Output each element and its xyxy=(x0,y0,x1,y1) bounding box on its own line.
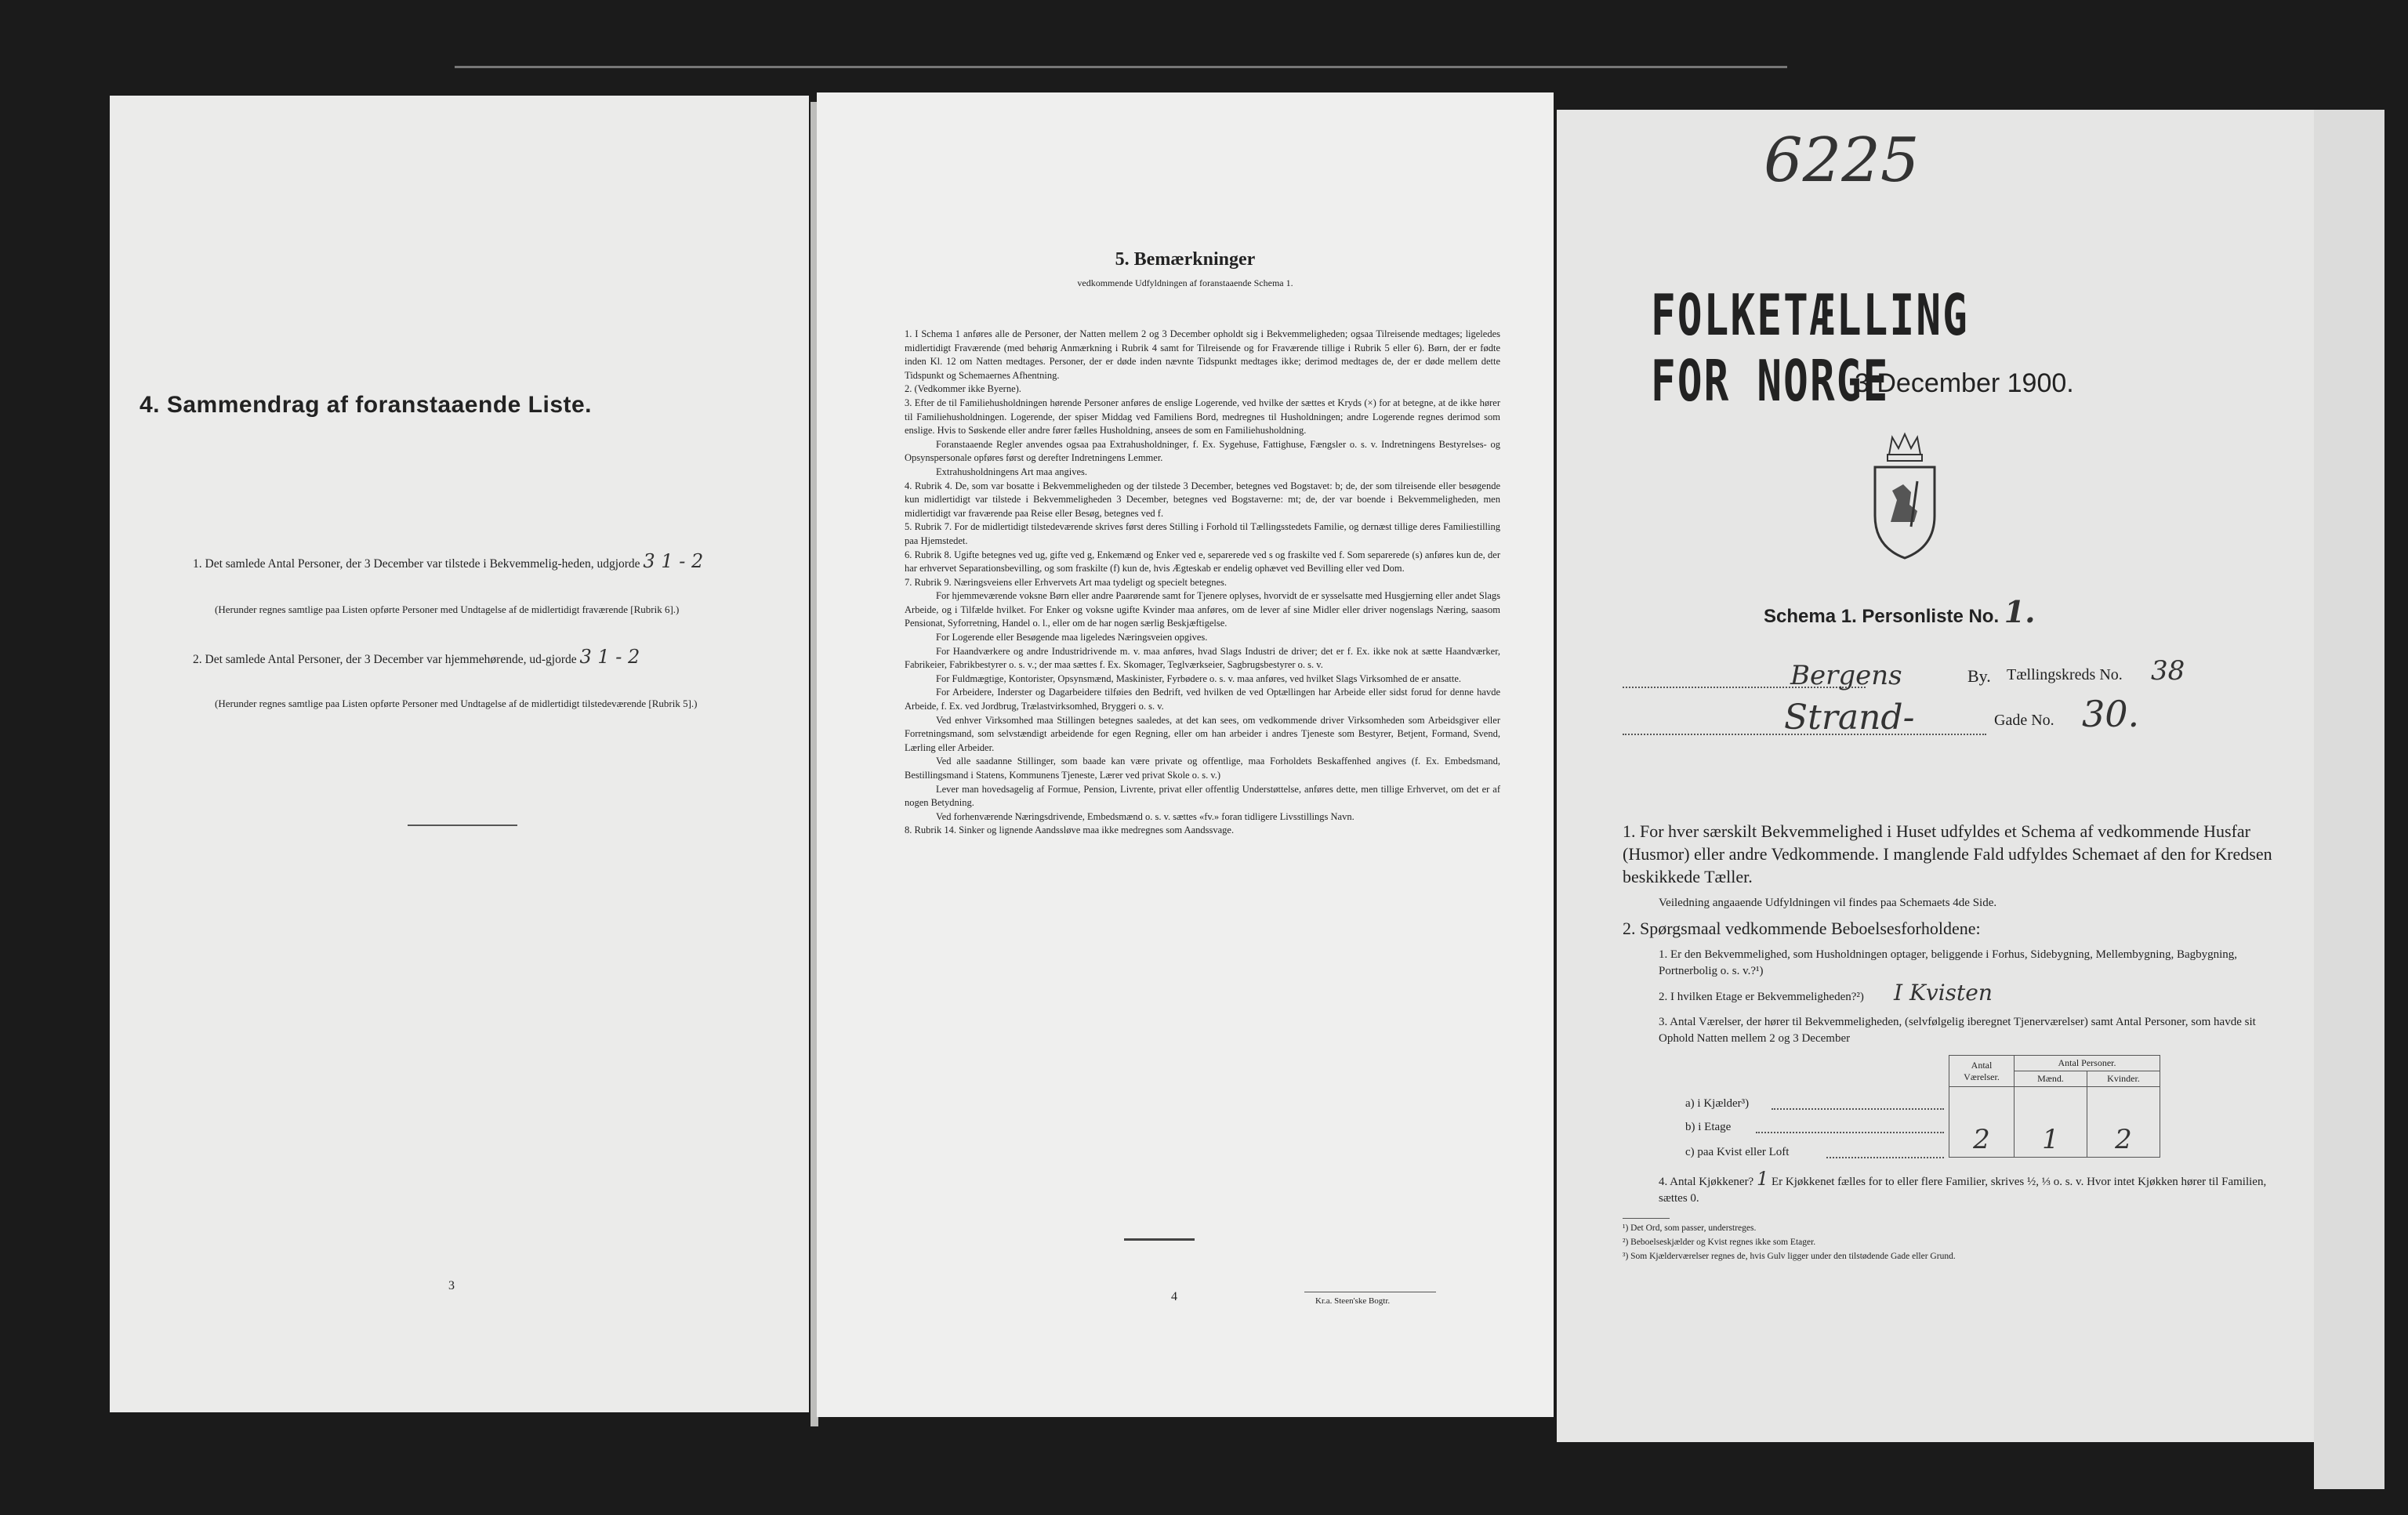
remarks-heading: 5. Bemærkninger xyxy=(1115,249,1256,270)
census-date: 3 December 1900. xyxy=(1855,368,2074,398)
summary-item-1 xyxy=(193,552,757,574)
gade-label: Gade No. xyxy=(1994,712,2054,729)
by-label: By. xyxy=(1967,666,1991,686)
schema-label xyxy=(1764,594,2035,629)
rooms-count-handwriting: 2 xyxy=(1949,1087,2015,1158)
page-4 xyxy=(817,92,1554,1417)
page-number-left: 3 xyxy=(448,1279,455,1292)
divider xyxy=(408,825,517,826)
instruction-1-note: Veiledning angaaende Udfyldningen vil findes paa Schemaets 4de Side. xyxy=(1659,897,1997,909)
page-3 xyxy=(110,96,809,1412)
remark-3b: Foranstaaende Regler anvendes ogsaa paa Extrahusholdninger, f. Ex. Sygehuse, Fattighuse, Fængsler o. s. v. Indretningens Bestyrelses- og Opsynspersonale opføres først og derefter Indretningens Lemmer. xyxy=(905,438,1500,464)
district-number-handwriting: 38 xyxy=(2151,655,2185,687)
page-edge xyxy=(2314,110,2384,1489)
street-handwriting: Strand- xyxy=(1784,698,1915,738)
remark-4: 4. Rubrik 4. De, som var bosatte i Bekvemmeligheden og der tilstede 3 December, betegnes ved Bogstavet: b; de, der som tilreisende eller besøgende kun midlertidigt var tilstede i Bekvemmeligheden 3 December, betegnes ved Bogstaverne: mt; de, der var boende i Bekvemmeligheden, men midlertidigt var fraværende paa Reise eller Besøg, betegnes ved f. xyxy=(905,480,1500,519)
remark-2: 2. (Vedkommer ikke Byerne). xyxy=(905,383,1021,395)
coat-of-arms-icon xyxy=(1866,429,1944,561)
city-handwriting: Bergens xyxy=(1790,660,1902,691)
men-count-handwriting: 1 xyxy=(2015,1087,2087,1158)
question-2-handwriting: I Kvisten xyxy=(1894,980,1993,1006)
question-3: 3. Antal Værelser, der hører til Bekvemmeligheden, (selvfølgelig iberegnet Tjenerværelser) samt Antal Personer, som havde sit Ophold Natten mellem 2 og 3 December xyxy=(1659,1016,2256,1045)
remark-7h: Lever man hovedsagelig af Formue, Pension, Livrente, privat eller offentlig Understøttelse, anføres dette, men tillige Erhvervet, om det er af nogen Betydning. xyxy=(905,783,1500,809)
summary-heading: 4. Sammendrag af foranstaaende Liste. xyxy=(140,392,593,418)
remark-7a: For hjemmeværende voksne Børn eller andre Paarørende samt for Tjenere oplyses, hvorvidt de er sysselsatte med Husgjerning eller andet Slags Arbeide, og i Tilfælde hvilket. For Enker og voksne ugifte Kvinder maa anføres, om de lever af sine Midler eller driver nogenslags Næring, saasom Pensionat, Syforretning, Handel o. l., eller om de har nogen særlig Beskjæftigelse. xyxy=(905,590,1500,629)
gade-number-handwriting: 30. xyxy=(2082,693,2140,735)
remark-7c: For Haandværkere og andre Industridrivende m. v. maa anføres, hvad Slags Industri de driver; det er f. Ex. ikke nok at sætte Haandværker, Fabrikeier, Fabrikbestyrer o. s. v.; der maa sættes f. Ex. Skomager, Teglværkseier, Sagbrugsbestyrer o. s. v. xyxy=(905,645,1500,671)
divider xyxy=(1124,1238,1195,1241)
question-4 xyxy=(1659,1168,2294,1207)
census-title: FOLKETÆLLING FOR NORGE xyxy=(1651,282,1970,414)
header-men: Mænd. xyxy=(2015,1071,2087,1087)
personliste-number-handwriting: 1. xyxy=(2004,594,2036,629)
remark-7b: For Logerende eller Besøgende maa ligeledes Næringsveien opgives. xyxy=(936,632,1208,643)
question-4-note: Er Kjøkkenet fælles for to eller flere Familier, skrives ½, ⅓ o. s. v. Hvor intet Kjøkken hører til Familien, sættes 0. xyxy=(1659,1176,2267,1205)
question-1: 1. Er den Bekvemmelighed, som Husholdningen optager, beliggende i Forhus, Sidebygning, Mellembygning, Bagbygning, Portnerbolig o. s. v.?¹) xyxy=(1659,948,2238,977)
row-attic: c) paa Kvist eller Loft xyxy=(1685,1146,1790,1158)
header-persons: Antal Personer. xyxy=(2015,1056,2160,1071)
row-floor-dots xyxy=(1756,1132,1944,1133)
remark-7e: For Arbeidere, Inderster og Dagarbeidere tilføies den Bedrift, ved hvilken de ved Optællingen har Arbeide eller sidst forud for denne havde Arbeide, f. Ex. ved Jordbrug, Trælastvirksomhed, Bryggeri o. s. v. xyxy=(905,687,1500,712)
row-attic-dots xyxy=(1826,1157,1944,1158)
summary-item-2-handwriting: 3 1 - 2 xyxy=(579,646,640,668)
remark-6: 6. Rubrik 8. Ugifte betegnes ved ug, gifte ved g, Enkemænd og Enker ved e, separerede ved s og fraskilte ved f. Som separerede (s) anføres kun de, der har erhvervet Separationsbevilling, og som fraskilte (f) kun de, hvis Ægteskab er endelig ophævet ved Bevilling eller ved Dom. xyxy=(905,549,1500,574)
summary-item-2 xyxy=(193,647,757,669)
header-women: Kvinder. xyxy=(2087,1071,2160,1087)
remarks-subheading: vedkommende Udfyldningen af foranstaaende Schema 1. xyxy=(1077,277,1293,288)
remark-7f: Ved enhver Virksomhed maa Stillingen betegnes saaledes, at det kan sees, om vedkommende driver Virksomheden som Arbeidsgiver eller Forretningsmand, som selvstændigt arbeidende for egen Regning, eller om han arbeider i andres Tjeneste som Bestyrer, Betjent, Formand, Svend, Lærling eller Arbeider. xyxy=(905,714,1500,753)
district-label: Tællingskreds No. xyxy=(2007,666,2123,683)
remark-3c: Extrahusholdningens Art maa angives. xyxy=(936,466,1088,477)
instruction-1: 1. For hver særskilt Bekvemmelighed i Huset udfyldes et Schema af vedkommende Husfar (Husmor) eller andre Vedkommende. I manglende Fald udfyldes Schemaet af den for Kredsen beskikkede Tæller. xyxy=(1623,821,2272,886)
remarks-list xyxy=(905,328,1500,838)
page-number-middle: 4 xyxy=(1171,1290,1177,1303)
summary-item-2-text: 2. Det samlede Antal Personer, der 3 December var hjemmehørende, ud-gjorde xyxy=(193,653,577,666)
row-cellar-dots xyxy=(1772,1108,1944,1110)
header-rooms: Antal Værelser. xyxy=(1949,1056,2015,1087)
summary-item-2-note: (Herunder regnes samtlige paa Listen opførte Personer med Undtagelse af de midlertidigt tilstedeværende [Rubrik 5].) xyxy=(215,698,698,709)
footnote-3: ³) Som Kjælderværelser regnes de, hvis Gulv ligger under den tilstødende Gade eller Grund. xyxy=(1623,1252,1956,1261)
question-4-text: 4. Antal Kjøkkener? xyxy=(1659,1176,1754,1188)
remark-7d: For Fuldmægtige, Kontorister, Opsynsmænd, Maskinister, Fyrbødere o. s. v. maa anføres, ved hvilket Slags Virksomhed de er ansatte. xyxy=(936,672,1462,684)
rooms-persons-table xyxy=(1949,1055,2160,1158)
scanner-edge-line xyxy=(455,66,1787,68)
question-2: 2. I hvilken Etage er Bekvemmeligheden?²) xyxy=(1659,991,1864,1003)
remark-8: 8. Rubrik 14. Sinker og lignende Aandssløve maa ikke medregnes som Aandssvage. xyxy=(905,825,1235,836)
remark-1: 1. I Schema 1 anføres alle de Personer, der Natten mellem 2 og 3 December opholdt sig i Bekvemmeligheden; ogsaa Tilreisende medtages; ligeledes midlertidigt Fraværende (med behørig Anmærkning i Rubrik 4 samt for Tilreisende og for Fraværende tillige i Rubrik 5 eller 6). Børn, der er fødte inden Kl. 12 om Natten medtages. Personer, der er døde inden nævnte Tidspunkt medtages ikke; derimod medtages de, der er døde mellem dette Tidspunkt og Schemaernes Afhentning. xyxy=(905,328,1500,381)
remark-7g: Ved alle saadanne Stillinger, som baade kan være private og offentlige, maa Forholdets Beskaffenhed angives (f. Ex. Embedsmand, Bestillingsmand i Statens, Kommunens Tjeneste, Lærer ved privat Skole o. s. v.) xyxy=(905,756,1500,781)
row-floor: b) i Etage xyxy=(1685,1121,1732,1133)
summary-item-1-note: (Herunder regnes samtlige paa Listen opførte Personer med Undtagelse af de midlertidigt fraværende [Rubrik 6].) xyxy=(215,603,680,615)
schema-label-text: Schema 1. Personliste No. xyxy=(1764,606,2000,627)
row-cellar: a) i Kjælder³) xyxy=(1685,1097,1750,1110)
remark-7i: Ved forhenværende Næringsdrivende, Embedsmænd o. s. v. sættes «fv.» foran tidligere Livsstillings Navn. xyxy=(936,810,1354,822)
archive-number-handwriting: 6225 xyxy=(1764,125,1920,196)
footnote-1: ¹) Det Ord, som passer, understreges. xyxy=(1623,1223,1757,1233)
footnote-2: ²) Beboelseskjælder og Kvist regnes ikke som Etager. xyxy=(1623,1238,1816,1247)
question-4-handwriting: 1 xyxy=(1756,1168,1769,1190)
women-count-handwriting: 2 xyxy=(2087,1087,2160,1158)
summary-item-1-text: 1. Det samlede Antal Personer, der 3 December var tilstede i Bekvemmelig-heden, udgjorde xyxy=(193,557,640,571)
footnote-rule xyxy=(1623,1218,1670,1219)
summary-item-1-handwriting: 3 1 - 2 xyxy=(643,550,704,572)
remark-7: 7. Rubrik 9. Næringsveiens eller Erhvervets Art maa tydeligt og specielt betegnes. xyxy=(905,576,1228,588)
printer-imprint: Kr.a. Steen'ske Bogtr. xyxy=(1315,1296,1391,1306)
instruction-2: 2. Spørgsmaal vedkommende Beboelsesforholdene: xyxy=(1623,919,1981,938)
remark-3: 3. Efter de til Familiehusholdningen hørende Personer anføres de enslige Logerende, ved hvilke der sættes et Kryds (×) for at betegne, at de ikke hører til Familiehusholdningen. Logerende, der spiser Middag ved Familiens Bord, medregnes til Husholdningen; andre Logerende regnes derimod som enslige. Hvis to Søskende eller andre fører fælles Husholdning, ansees de som en Familiehusholdning. xyxy=(905,397,1500,437)
remark-5: 5. Rubrik 7. For de midlertidigt tilstedeværende skrives først deres Stilling i Forhold til Tællingsstedets Familie, og dernæst tillige deres Familiestilling paa Hjemstedet. xyxy=(905,521,1500,546)
